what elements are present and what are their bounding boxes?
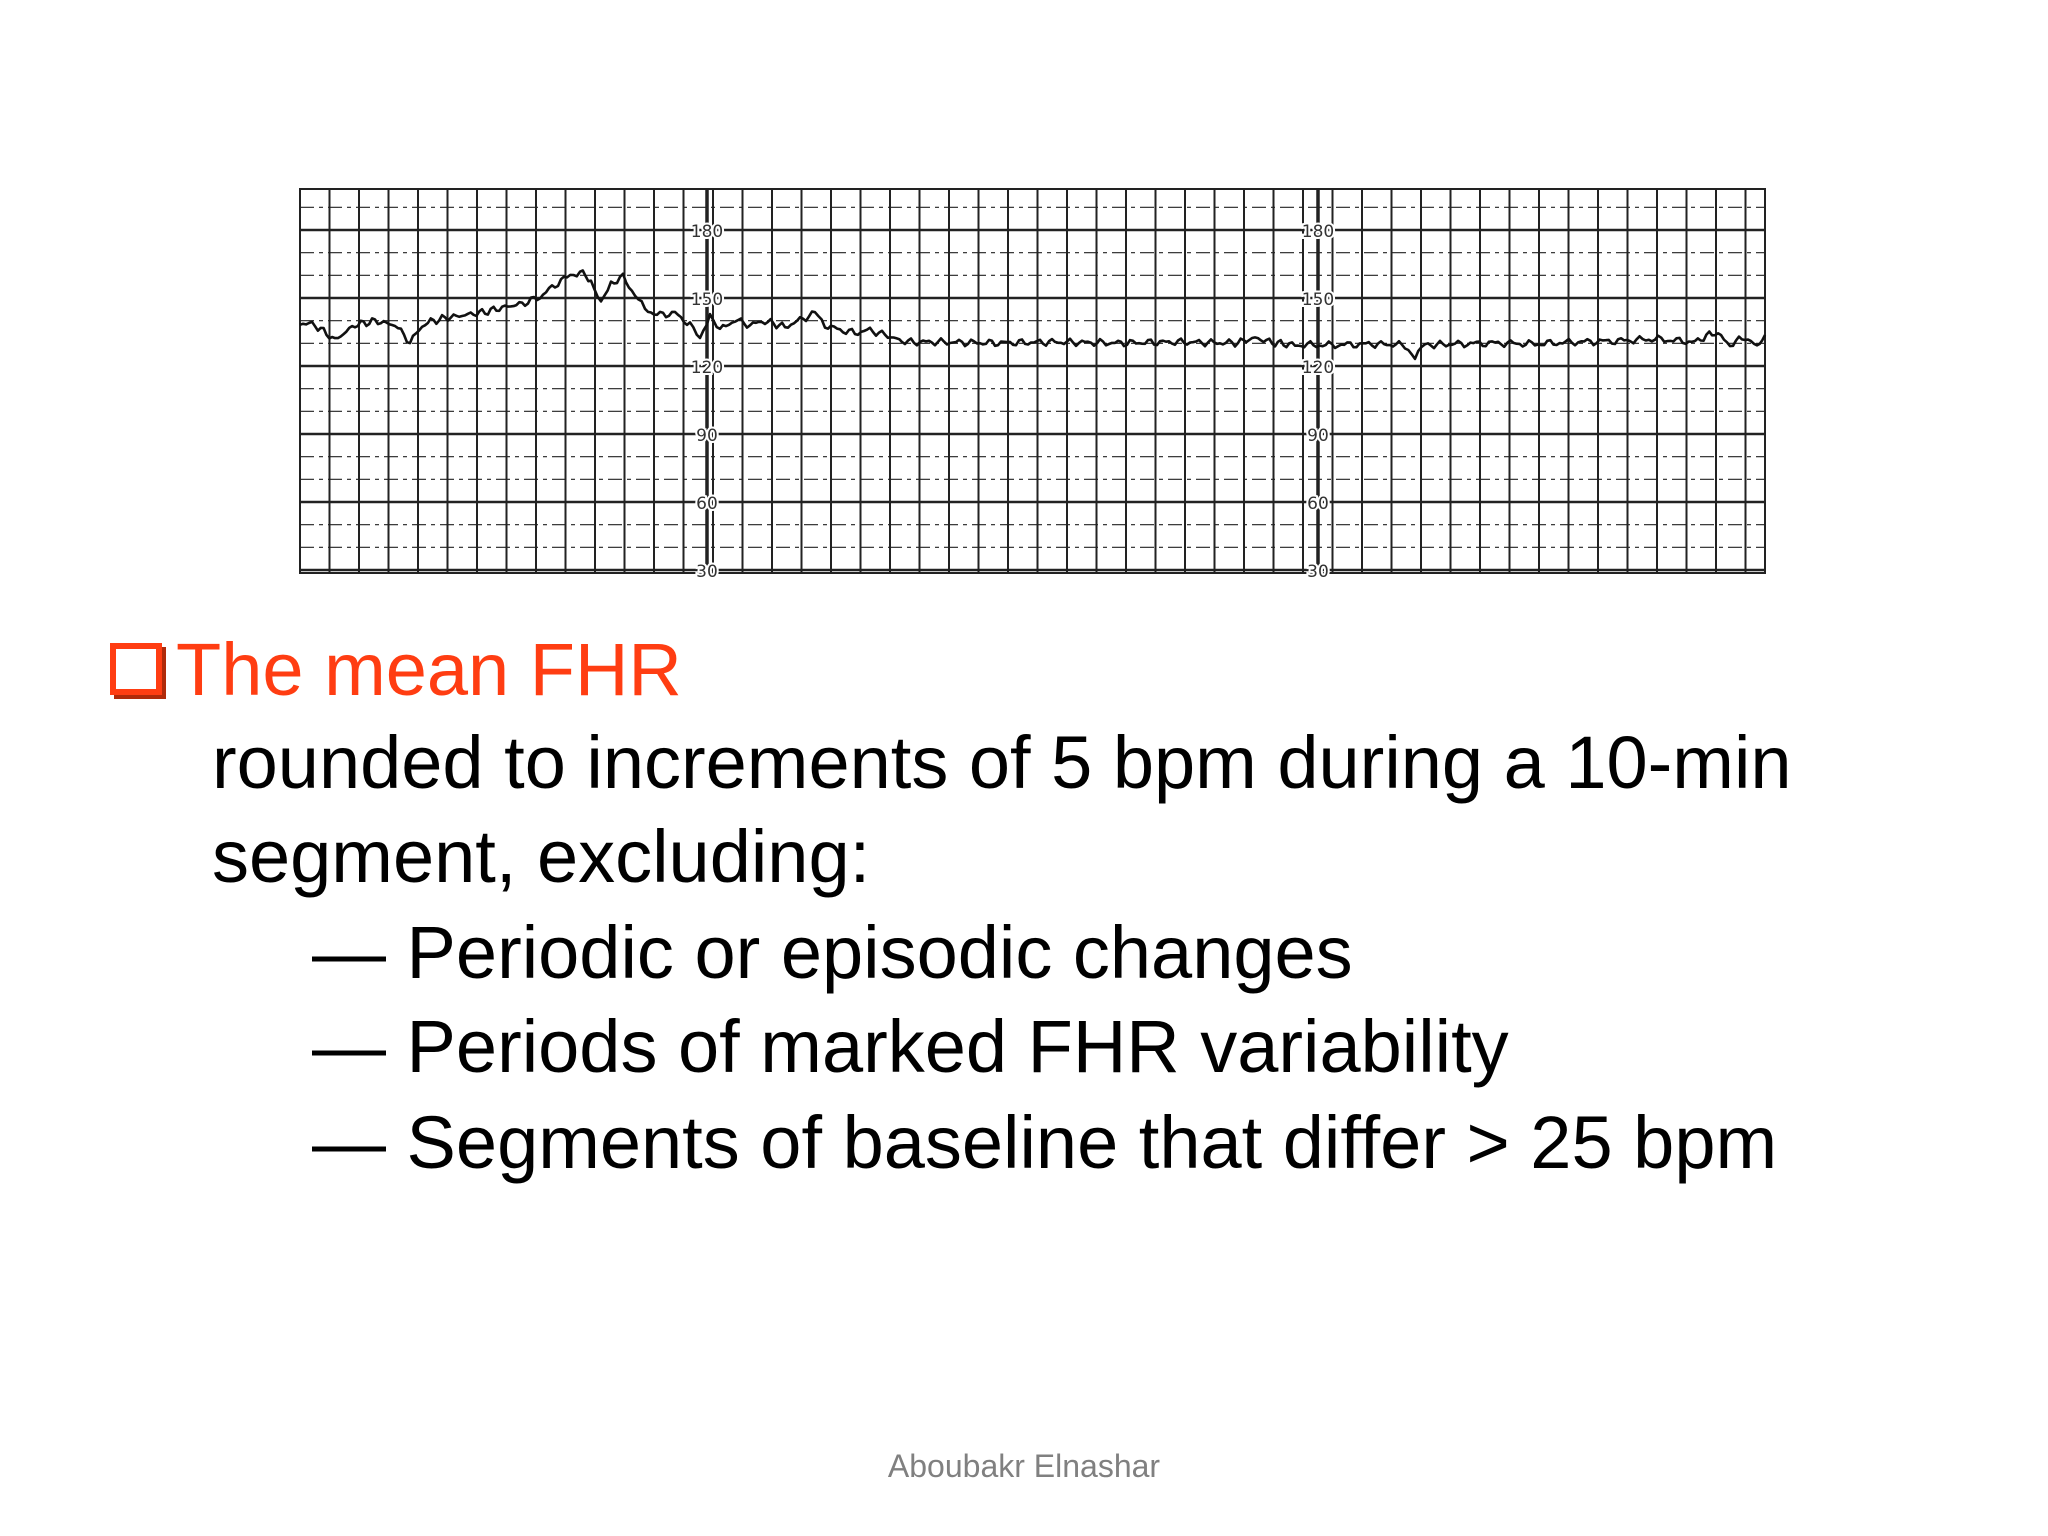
- sub-item-baseline-segments: — Segments of baseline that differ > 25 bpm: [312, 1101, 1778, 1184]
- ctg-axis-label-right: 30: [1307, 562, 1329, 582]
- ctg-axis-label-right: 60: [1307, 494, 1329, 514]
- ctg-axis-label-right: 180: [1301, 222, 1335, 242]
- heading-text: The mean FHR: [176, 628, 682, 711]
- ctg-axis-label-left: 60: [696, 494, 718, 514]
- ctg-trace-figure: [295, 185, 1770, 625]
- square-bullet-icon: [110, 643, 162, 695]
- ctg-axis-label-right: 150: [1301, 290, 1335, 310]
- ctg-fhr-trace: [300, 271, 1765, 359]
- sub-item-marked-variability: — Periods of marked FHR variability: [312, 1005, 1509, 1088]
- ctg-axis-label-left: 30: [696, 562, 718, 582]
- body-line-2: segment, excluding:: [212, 815, 871, 898]
- ctg-axis-label-left: 90: [696, 426, 718, 446]
- ctg-axis-label-left: 150: [690, 290, 724, 310]
- sub-item-periodic-changes: — Periodic or episodic changes: [312, 911, 1353, 994]
- ctg-axis-label-right: 90: [1307, 426, 1329, 446]
- ctg-axis-label-right: 120: [1301, 358, 1335, 378]
- footer-author: Aboubakr Elnashar: [887, 1448, 1161, 1484]
- ctg-trace-svg: [295, 185, 1770, 625]
- ctg-axis-label-left: 120: [690, 358, 724, 378]
- ctg-axis-label-left: 180: [690, 222, 724, 242]
- body-line-1: rounded to increments of 5 bpm during a 10-min: [212, 721, 1792, 804]
- heading-the-mean-fhr: [110, 625, 682, 715]
- ctg-frame: [300, 189, 1765, 573]
